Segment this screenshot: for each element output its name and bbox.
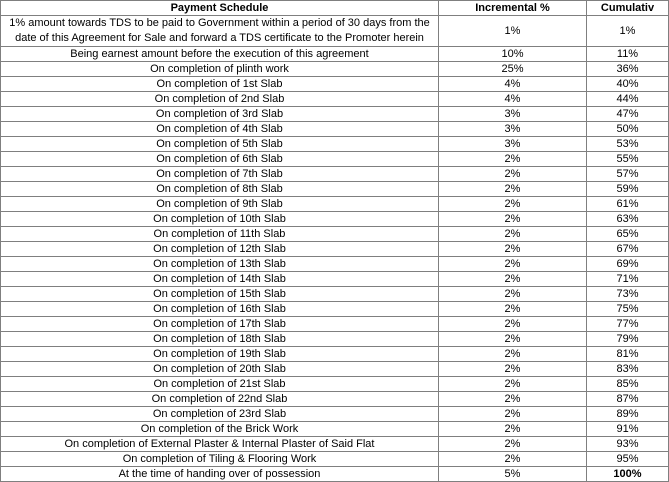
cumulative-cell: 63%: [587, 212, 669, 227]
table-row: [1, 347, 669, 362]
incremental-cell: 2%: [439, 362, 587, 377]
incremental-cell: 2%: [439, 167, 587, 182]
stage-cell: On completion of the Brick Work: [1, 422, 439, 437]
stage-cell: On completion of 2nd Slab: [1, 92, 439, 107]
cumulative-cell: 1%: [587, 16, 669, 47]
stage-cell: 1% amount towards TDS to be paid to Government within a period of 30 days from the date of this Agreement for Sale and forward a TDS certificate to the Promoter herein: [1, 16, 439, 47]
incremental-cell: 2%: [439, 347, 587, 362]
cumulative-cell: 65%: [587, 227, 669, 242]
schedule-rows: [1, 16, 669, 482]
stage-cell: On completion of 5th Slab: [1, 137, 439, 152]
header-payment-schedule: Payment Schedule: [1, 1, 439, 16]
table-row: [1, 317, 669, 332]
cumulative-cell: 77%: [587, 317, 669, 332]
cumulative-cell: 81%: [587, 347, 669, 362]
table-row: [1, 92, 669, 107]
cumulative-cell: 57%: [587, 167, 669, 182]
cumulative-cell: 95%: [587, 452, 669, 467]
table-row: [1, 407, 669, 422]
stage-cell: On completion of 19th Slab: [1, 347, 439, 362]
cumulative-cell: 75%: [587, 302, 669, 317]
table-row: [1, 437, 669, 452]
cumulative-cell: 40%: [587, 77, 669, 92]
table-row: [1, 272, 669, 287]
incremental-cell: 2%: [439, 452, 587, 467]
incremental-cell: 2%: [439, 272, 587, 287]
stage-cell: On completion of 3rd Slab: [1, 107, 439, 122]
stage-cell: On completion of 11th Slab: [1, 227, 439, 242]
table-row: [1, 182, 669, 197]
stage-cell: On completion of 23rd Slab: [1, 407, 439, 422]
table-row: [1, 362, 669, 377]
incremental-cell: 2%: [439, 332, 587, 347]
incremental-cell: 2%: [439, 302, 587, 317]
incremental-cell: 2%: [439, 182, 587, 197]
incremental-cell: 25%: [439, 62, 587, 77]
stage-cell: On completion of 9th Slab: [1, 197, 439, 212]
table-row: [1, 197, 669, 212]
stage-cell: On completion of 21st Slab: [1, 377, 439, 392]
table-row: [1, 332, 669, 347]
cumulative-cell: 89%: [587, 407, 669, 422]
stage-cell: On completion of 17th Slab: [1, 317, 439, 332]
table-row: [1, 167, 669, 182]
cumulative-cell: 44%: [587, 92, 669, 107]
incremental-cell: 1%: [439, 16, 587, 47]
cumulative-cell: 61%: [587, 197, 669, 212]
table-row: [1, 302, 669, 317]
cumulative-cell: 11%: [587, 47, 669, 62]
table-row: [1, 107, 669, 122]
table-row: [1, 242, 669, 257]
table-row: [1, 452, 669, 467]
cumulative-cell: 55%: [587, 152, 669, 167]
stage-cell: Being earnest amount before the execution of this agreement: [1, 47, 439, 62]
stage-cell: On completion of 7th Slab: [1, 167, 439, 182]
table-row: [1, 257, 669, 272]
table-row: [1, 16, 669, 47]
stage-cell: On completion of 18th Slab: [1, 332, 439, 347]
incremental-cell: 2%: [439, 257, 587, 272]
table-row: [1, 62, 669, 77]
cumulative-cell: 53%: [587, 137, 669, 152]
incremental-cell: 5%: [439, 467, 587, 482]
incremental-cell: 3%: [439, 122, 587, 137]
stage-cell: On completion of Tiling & Flooring Work: [1, 452, 439, 467]
stage-cell: On completion of 10th Slab: [1, 212, 439, 227]
stage-cell: On completion of plinth work: [1, 62, 439, 77]
incremental-cell: 2%: [439, 422, 587, 437]
incremental-cell: 2%: [439, 377, 587, 392]
stage-cell: On completion of 12th Slab: [1, 242, 439, 257]
cumulative-cell: 59%: [587, 182, 669, 197]
header-cumulative: Cumulativ: [587, 1, 669, 16]
cumulative-cell: 79%: [587, 332, 669, 347]
incremental-cell: 2%: [439, 437, 587, 452]
cumulative-cell: 50%: [587, 122, 669, 137]
table-row: [1, 287, 669, 302]
incremental-cell: 3%: [439, 137, 587, 152]
stage-cell: On completion of 13th Slab: [1, 257, 439, 272]
stage-cell: On completion of 16th Slab: [1, 302, 439, 317]
table-row: [1, 227, 669, 242]
cumulative-cell: 36%: [587, 62, 669, 77]
cumulative-cell: 93%: [587, 437, 669, 452]
cumulative-cell: 100%: [587, 467, 669, 482]
incremental-cell: 3%: [439, 107, 587, 122]
cumulative-cell: 69%: [587, 257, 669, 272]
table-row: [1, 152, 669, 167]
cumulative-cell: 91%: [587, 422, 669, 437]
cumulative-cell: 73%: [587, 287, 669, 302]
table-row: [1, 377, 669, 392]
cumulative-cell: 85%: [587, 377, 669, 392]
table-row: [1, 422, 669, 437]
incremental-cell: 2%: [439, 152, 587, 167]
header-incremental: Incremental %: [439, 1, 587, 16]
table-row: [1, 122, 669, 137]
stage-cell: At the time of handing over of possession: [1, 467, 439, 482]
cumulative-cell: 71%: [587, 272, 669, 287]
incremental-cell: 2%: [439, 287, 587, 302]
incremental-cell: 2%: [439, 212, 587, 227]
incremental-cell: 2%: [439, 317, 587, 332]
stage-cell: On completion of 15th Slab: [1, 287, 439, 302]
table-row: [1, 392, 669, 407]
incremental-cell: 4%: [439, 77, 587, 92]
stage-cell: On completion of 22nd Slab: [1, 392, 439, 407]
stage-cell: On completion of 20th Slab: [1, 362, 439, 377]
cumulative-cell: 47%: [587, 107, 669, 122]
stage-cell: On completion of 4th Slab: [1, 122, 439, 137]
incremental-cell: 4%: [439, 92, 587, 107]
incremental-cell: 10%: [439, 47, 587, 62]
stage-cell: On completion of 14th Slab: [1, 272, 439, 287]
incremental-cell: 2%: [439, 197, 587, 212]
table-row: [1, 467, 669, 482]
stage-cell: On completion of 6th Slab: [1, 152, 439, 167]
stage-cell: On completion of 1st Slab: [1, 77, 439, 92]
table-row: [1, 47, 669, 62]
cumulative-cell: 87%: [587, 392, 669, 407]
incremental-cell: 2%: [439, 227, 587, 242]
incremental-cell: 2%: [439, 407, 587, 422]
table-row: [1, 137, 669, 152]
table-row: [1, 212, 669, 227]
incremental-cell: 2%: [439, 392, 587, 407]
table-row: [1, 77, 669, 92]
stage-cell: On completion of 8th Slab: [1, 182, 439, 197]
stage-cell: On completion of External Plaster & Internal Plaster of Said Flat: [1, 437, 439, 452]
cumulative-cell: 67%: [587, 242, 669, 257]
cumulative-cell: 83%: [587, 362, 669, 377]
header-row: [1, 1, 669, 16]
incremental-cell: 2%: [439, 242, 587, 257]
